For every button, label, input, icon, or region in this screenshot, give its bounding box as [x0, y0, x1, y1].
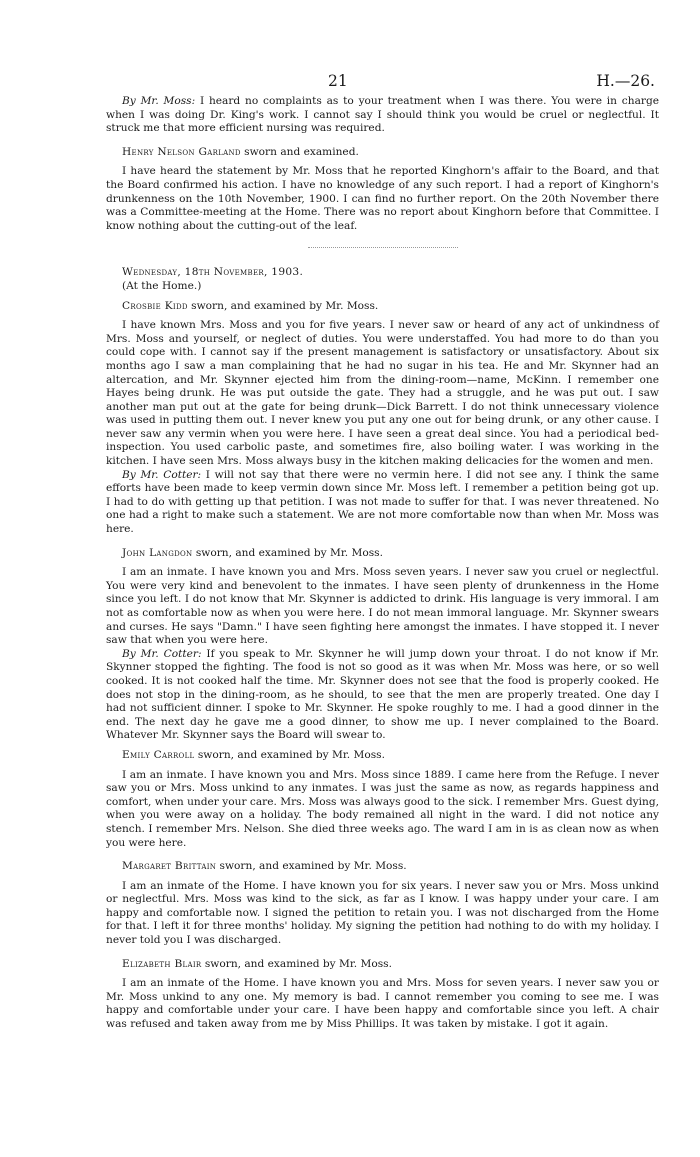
paragraph: I am an inmate. I have known you and Mrs. Moss since 1889. I came here from the Refuge. I never saw you or Mrs. Moss unkind to any inmates. I was just the same as now, as regards happiness and comfort, when under your care. Mrs. Moss was always good to the sick. I remember Mrs. Guest dying, when you were away on a holiday. The body remained all night in the ward. I did not notice any stench. I remember Mrs. Nelson. She died three weeks ago. The ward I am in is as clean now as when you were here.: [106, 768, 659, 849]
witness-heading-rest: sworn and examined.: [240, 145, 359, 158]
witness-heading: [106, 146, 659, 160]
examiner-label: By Mr. Moss:: [122, 95, 196, 107]
paragraph: [106, 95, 659, 136]
examiner-label: By Mr. Cotter:: [122, 647, 202, 660]
page-header: [0, 72, 700, 94]
document-reference: H.—26.: [596, 72, 655, 90]
paragraph-text: I will not say that there were no vermin here. I did not see any. I think the same efforts have been made to keep vermin down since Mr. Moss left. I remember a petition being got up. I had to do with getting up that petition. I was not made to suffer for that. I was never threatened. No one had a right to make such a statement. We are not more comfortable now than when Mr. Moss was here.: [106, 468, 659, 536]
paragraph: [106, 648, 659, 743]
paragraph-text: I heard no complaints as to your treatment when I was there. You were in charge when I was doing Dr. King's work. I cannot say I should think you would be cruel or neglectful. It struck me that more efficient nursing was required.: [106, 95, 659, 135]
witness-heading-rest: sworn, and examined by Mr. Moss.: [194, 748, 385, 761]
examiner-label: By Mr. Cotter:: [122, 468, 202, 481]
witness-heading: [106, 958, 659, 972]
paragraph: I have heard the statement by Mr. Moss that he reported Kinghorn's affair to the Board, and that the Board confirmed his action. I have no knowledge of any such report. I had a report of Kinghorn's drunkenness on the 10th November, 1900. I can find no further report. On the 20th November there was a Committee-meeting at the Home. There was no report about Kinghorn before that Committee. I know nothing about the cutting-out of the leaf.: [106, 165, 659, 232]
page-content: [106, 95, 659, 1032]
witness-heading-rest: sworn, and examined by Mr. Moss.: [192, 546, 383, 559]
witness-heading-rest: sworn, and examined by Mr. Moss.: [216, 860, 407, 873]
witness-name: Emily Carroll: [122, 748, 195, 761]
page-number: 21: [328, 72, 348, 90]
witness-heading: [106, 547, 659, 561]
witness-name: John Langdon: [122, 546, 193, 559]
witness-heading-rest: sworn, and examined by Mr. Moss.: [187, 299, 379, 312]
witness-heading: [106, 860, 659, 874]
witness-heading: [106, 300, 659, 314]
witness-name: Elizabeth Blair: [122, 957, 202, 970]
witness-heading: [106, 749, 659, 763]
paragraph: [106, 469, 659, 537]
paragraph-text: If you speak to Mr. Skynner he will jump down your throat. I do not know if Mr. Skynner stopped the fighting. The food is not so good as it was when Mr. Moss was here, or so well cooked. It is not cooked half the time. Mr. Skynner does not see that the food is properly cooked. He does not stop in the dining-room, as he should, to see that the men are properly treated. One day I had not sufficient dinner. I spoke to Mr. Skynner. He spoke roughly to me. I had a good dinner in the end. The next day he gave me a good dinner, to show me up. I never complained to the Board. Whatever Mr. Skynner says the Board will swear to.: [106, 647, 659, 742]
witness-name: Crosbie Kidd: [122, 299, 188, 312]
paragraph: I have known Mrs. Moss and you for five years. I never saw or heard of any act of unkindness of Mrs. Moss and yourself, or neglect of duties. You were understaffed. You had more to do than you could cope with. I cannot say if the present management is satisfactory or unsatisfactory. About six months ago I saw a man complaining that he had no sugar in his tea. He and Mr. Skynner had an altercation, and Mr. Skynner ejected him from the dining-room—name, McKinn. I remember one Hayes being drunk. He was put outside the gate. They had a struggle, and he was put out. I saw another man put out at the gate for being drunk—Dick Barrett. I do not think unnecessary violence was used in putting them out. I never knew you put any one out for being drunk, or any other cause. I never saw any vermin when you were here. I have seen a great deal since. You had a periodical bed-inspection. You used carbolic paste, and sometimes fire, also boiling water. I was working in the kitchen. I have seen Mrs. Moss always busy in the kitchen making delicacies for the women and men.: [106, 319, 659, 468]
paragraph: I am an inmate of the Home. I have known you for six years. I never saw you or Mrs. Moss unkind or neglectful. Mrs. Moss was kind to the sick, as far as I know. I was happy under your care. I am happy and comfortable now. I signed the petition to retain you. I was not discharged from the Home for that. I left it for three months' holiday. My signing the petition had nothing to do with my holiday. I never told you I was discharged.: [106, 879, 659, 947]
witness-heading-rest: sworn, and examined by Mr. Moss.: [201, 957, 392, 970]
paragraph: I am an inmate of the Home. I have known you and Mrs. Moss for seven years. I never saw you or Mr. Moss unkind to any one. My memory is bad. I cannot remember you coming to see me. I was happy and comfortable under your care. I have been happy and comfortable since you left. A chair was refused and taken away from me by Miss Phillips. It was taken by mistake. I got it again.: [106, 977, 659, 1031]
location-heading: (At the Home.): [122, 279, 202, 292]
witness-name: Margaret Brittain: [122, 860, 217, 873]
date-heading: Wednesday, 18th November, 1903.: [122, 266, 304, 279]
witness-name: Henry Nelson Garland: [122, 145, 241, 158]
paragraph: I am an inmate. I have known you and Mrs. Moss seven years. I never saw you cruel or neglectful. You were very kind and benevolent to the inmates. I have seen plenty of drunkenness in the Home since you left. I do not know that Mr. Skynner is addicted to drink. His language is very immoral. I am not as comfortable now as when you were here. I do not mean immoral language. Mr. Skynner swears and curses. He says "Damn." I have seen fighting here amongst the inmates. I have stopped it. I never saw that when you were here.: [106, 566, 659, 647]
